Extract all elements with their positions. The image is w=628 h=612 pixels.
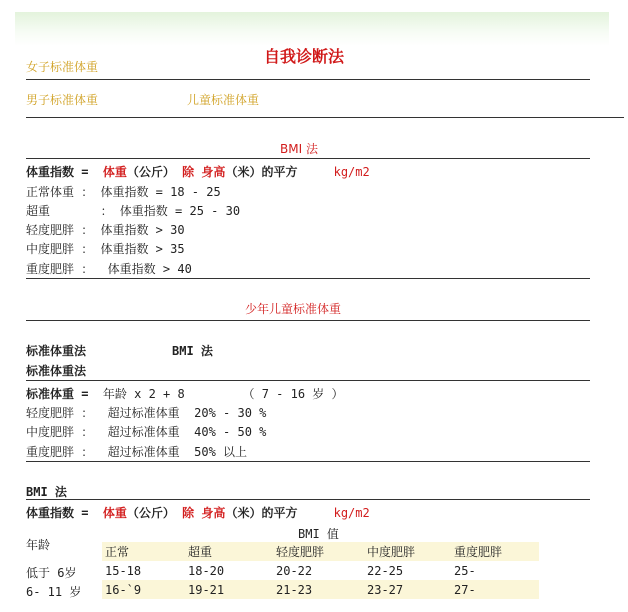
formula-weight: 体重 bbox=[102, 165, 127, 179]
table-cell: 27- bbox=[451, 580, 539, 599]
child-row-moderate: 中度肥胖 ： 超过标准体重 40% - 50 % bbox=[26, 425, 267, 439]
std-formula-label: 标准体重 = bbox=[26, 387, 89, 401]
table-cell: 22-25 bbox=[367, 563, 404, 578]
formula-divide: 除 bbox=[182, 165, 195, 179]
divider bbox=[26, 278, 590, 279]
link-male-standard-weight[interactable]: 男子标准体重 bbox=[26, 93, 99, 107]
table-cell: 20-22 bbox=[276, 563, 313, 578]
table-cell: 25- bbox=[454, 563, 476, 578]
table-cell: 21-23 bbox=[273, 580, 364, 599]
formula-height-unit: （米） bbox=[225, 506, 262, 520]
table-row bbox=[102, 561, 539, 580]
child-bmi-title: BMI 法 bbox=[26, 485, 67, 499]
column-header: 中度肥胖 bbox=[364, 542, 451, 561]
page-title: 自我诊断法 bbox=[264, 47, 345, 66]
child-section-heading: 少年儿童标准体重 bbox=[245, 302, 342, 316]
formula-tail: 的平方 bbox=[261, 165, 298, 179]
formula-height-unit: （米） bbox=[225, 165, 262, 179]
child-subhead-bmi: BMI 法 bbox=[172, 344, 213, 358]
formula-label: 体重指数 = bbox=[26, 506, 89, 520]
std-formula-body: 年龄 x 2 + 8 （ 7 - 16 岁 ） bbox=[102, 387, 344, 401]
child-bmi-formula bbox=[26, 504, 370, 521]
divider bbox=[26, 461, 590, 462]
formula-height: 身高 bbox=[201, 506, 226, 520]
child-row-severe: 重度肥胖 ： 超过标准体重 50% 以上 bbox=[26, 445, 248, 459]
bmi-table-row-header: 年龄 bbox=[26, 538, 51, 552]
column-header: 超重 bbox=[185, 542, 273, 561]
formula-weight-unit: （公斤） bbox=[126, 506, 175, 520]
bmi-row-normal: 正常体重 ： 体重指数 = 18 - 25 bbox=[26, 185, 221, 199]
bmi-row-overweight: 超重 ： 体重指数 = 25 - 30 bbox=[26, 204, 241, 218]
column-header: 正常 bbox=[102, 542, 185, 561]
link-child-standard-weight[interactable]: 儿童标准体重 bbox=[187, 93, 260, 107]
bmi-table bbox=[102, 542, 539, 599]
table-cell: 16-`9 bbox=[102, 580, 185, 599]
bmi-row-severe-obese: 重度肥胖 ： 体重指数 > 40 bbox=[26, 262, 192, 276]
formula-weight-unit: （公斤） bbox=[126, 165, 175, 179]
column-header: 轻度肥胖 bbox=[273, 542, 364, 561]
formula-height: 身高 bbox=[201, 165, 226, 179]
formula-unit: kg/m2 bbox=[333, 506, 370, 520]
table-cell: 19-21 bbox=[185, 580, 273, 599]
formula-unit: kg/m2 bbox=[333, 165, 370, 179]
std-formula bbox=[26, 385, 344, 402]
table-row bbox=[102, 580, 539, 599]
std-method-title: 标准体重法 bbox=[26, 364, 87, 378]
divider bbox=[26, 499, 590, 500]
bmi-section-heading: BMI 法 bbox=[280, 142, 318, 156]
column-header: 重度肥胖 bbox=[451, 542, 539, 561]
formula-label: 体重指数 = bbox=[26, 165, 89, 179]
table-cell: 18-20 bbox=[188, 563, 225, 578]
child-subhead-std: 标准体重法 bbox=[26, 344, 87, 358]
age-label: 6- 11 岁 bbox=[26, 585, 82, 599]
bmi-row-mild-obese: 轻度肥胖 ： 体重指数 > 30 bbox=[26, 223, 185, 237]
divider bbox=[26, 320, 590, 321]
divider bbox=[26, 158, 590, 159]
header-banner bbox=[15, 12, 609, 46]
divider bbox=[26, 79, 590, 80]
divider bbox=[26, 380, 590, 381]
table-cell: 15-18 bbox=[105, 563, 142, 578]
formula-weight: 体重 bbox=[102, 506, 127, 520]
table-header-row bbox=[102, 542, 539, 561]
child-row-mild: 轻度肥胖 ： 超过标准体重 20% - 30 % bbox=[26, 406, 267, 420]
divider bbox=[26, 117, 624, 118]
table-cell: 23-27 bbox=[364, 580, 451, 599]
formula-divide: 除 bbox=[182, 506, 195, 520]
link-female-standard-weight[interactable]: 女子标准体重 bbox=[26, 60, 99, 74]
formula-tail: 的平方 bbox=[261, 506, 298, 520]
age-label: 低于 6岁 bbox=[26, 566, 77, 580]
bmi-formula bbox=[26, 163, 370, 180]
bmi-table-caption: BMI 值 bbox=[298, 527, 339, 541]
bmi-row-moderate-obese: 中度肥胖 ： 体重指数 > 35 bbox=[26, 242, 185, 256]
